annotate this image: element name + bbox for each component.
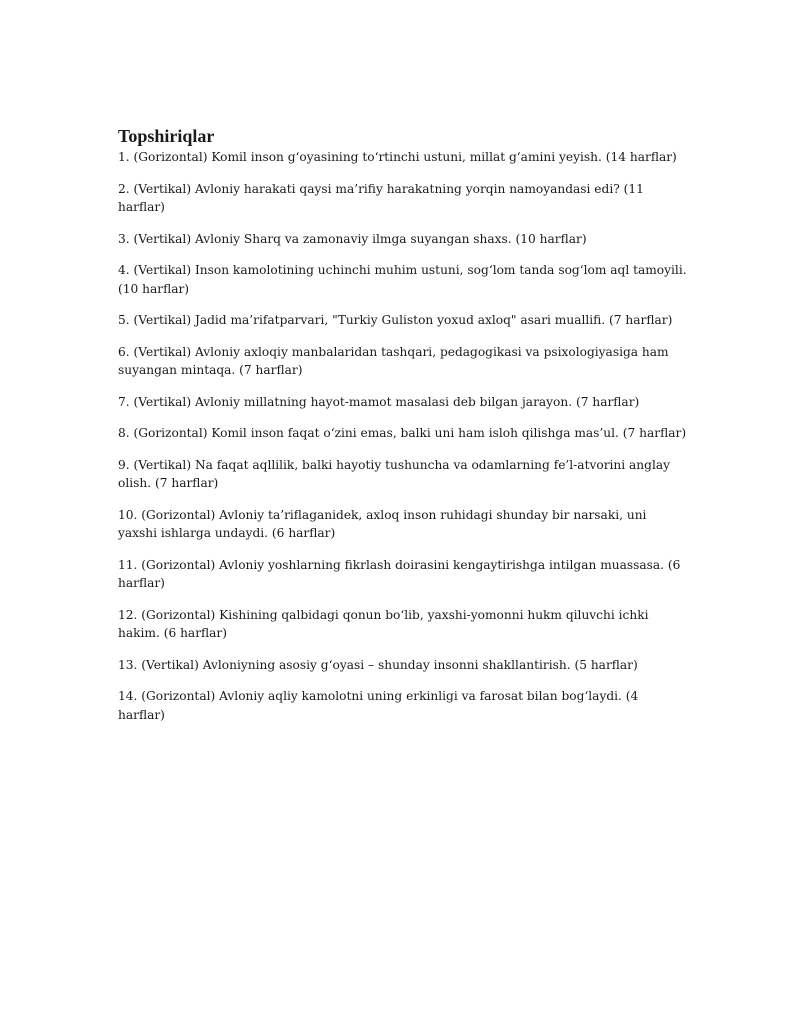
- task-list: [118, 148, 688, 724]
- task-item: 1. (Gorizontal) Komil inson g‘oyasining to‘rtinchi ustuni, millat g‘amini yeyish. (14 harflar): [118, 150, 677, 164]
- task-item: 10. (Gorizontal) Avloniy ta’riflaganidek, axloq inson ruhidagi shunday bir narsaki, uni yaxshi ishlarga undaydi. (6 harflar): [118, 507, 647, 540]
- task-item: 5. (Vertikal) Jadid ma’rifatparvari, "Turkiy Guliston yoxud axloq" asari muallifi. (7 harflar): [118, 313, 673, 327]
- task-item: 3. (Vertikal) Avloniy Sharq va zamonaviy ilmga suyangan shaxs. (10 harflar): [118, 231, 587, 246]
- task-item: 12. (Gorizontal) Kishining qalbidagi qonun bo‘lib, yaxshi-yomonni hukm qiluvchi ichki hakim. (6 harflar): [118, 607, 649, 640]
- document-page: [118, 126, 688, 737]
- document-title: Topshiriqlar: [118, 126, 215, 146]
- task-item: 14. (Gorizontal) Avloniy aqliy kamolotni uning erkinligi va farosat bilan bog‘laydi. (4 harflar): [118, 689, 639, 722]
- task-item: 8. (Gorizontal) Komil inson faqat o‘zini emas, balki uni ham isloh qilishga mas’ul. (7 harflar): [118, 426, 687, 440]
- task-item: 7. (Vertikal) Avloniy millatning hayot-mamot masalasi deb bilgan jarayon. (7 harflar): [118, 394, 640, 409]
- task-item: 11. (Gorizontal) Avloniy yoshlarning fikrlash doirasini kengaytirishga intilgan muassasa. (6 harflar): [118, 557, 681, 590]
- task-item: 9. (Vertikal) Na faqat aqllilik, balki hayotiy tushuncha va odamlarning fe’l-atvorini anglay olish. (7 harflar): [118, 457, 671, 490]
- task-item: 2. (Vertikal) Avloniy harakati qaysi ma’rifiy harakatning yorqin namoyandasi edi? (11 harflar): [118, 181, 644, 214]
- task-item: 13. (Vertikal) Avloniyning asosiy g‘oyasi – shunday insonni shakllantirish. (5 harflar): [118, 657, 638, 672]
- task-item: 6. (Vertikal) Avloniy axloqiy manbalaridan tashqari, pedagogikasi va psixologiyasiga ham suyangan mintaqa. (7 harflar): [118, 344, 669, 377]
- task-item: 4. (Vertikal) Inson kamolotining uchinchi muhim ustuni, sog‘lom tanda sog‘lom aql tamoyili. (10 harflar): [118, 263, 687, 296]
